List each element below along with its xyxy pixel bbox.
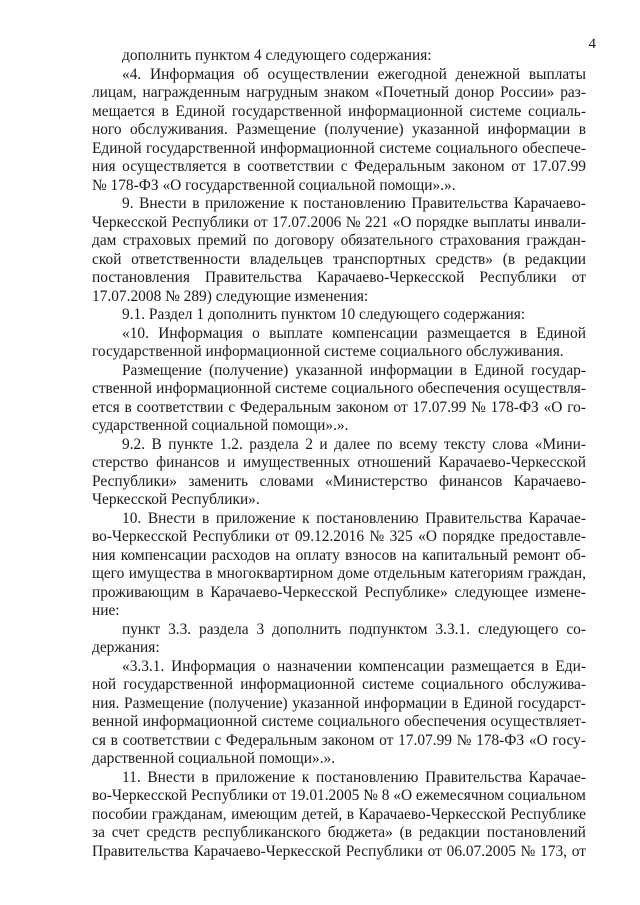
document-body [92,47,586,861]
text-line: во-Черкесской Республики от 19.01.2005 № 8 «О ежемесячном социальном [92,787,586,804]
text-line: мещается в Единой государственной информационной системе социаль- [92,102,586,120]
text-line: ние: [92,602,120,619]
text-line: дополнить пунктом 4 следующего содержания: [122,47,432,64]
text-line: пособии гражданам, имеющим детей, в Карачаево-Черкесской Республике [92,805,586,823]
text-line: 10. Внести в приложение к постановлению Правительства Карачае- [122,509,586,527]
text-line: за счет средств республиканского бюджета» (в редакции постановлений [92,824,586,841]
text-line: венной информационной системе социального обеспечения осуществляет- [92,713,586,730]
text-line: 17.07.2008 № 289) следующие изменения: [92,287,369,305]
text-line: 9.2. В пункте 1.2. раздела 2 и далее по всему тексту слова «Мини- [122,435,586,453]
text-line: ся в соответствии с Федеральным законом от 17.07.99 № 178-ФЗ «О госу- [92,731,586,749]
text-line: постановления Правительства Карачаево-Черкесской Республики от [92,269,586,286]
text-line: проживающим в Карачаево-Черкесской Республике» следующее измене- [92,583,586,601]
text-line: Республики» заменить словами «Министерство финансов Карачаево- [92,472,586,490]
text-line: ния компенсации расходов на оплату взносов на капитальный ремонт об- [92,546,586,564]
text-line: пункт 3.3. раздела 3 дополнить подпунктом 3.3.1. следующего со- [122,620,586,638]
text-line: стерство финансов и имущественных отношений Карачаево-Черкесской [92,454,586,471]
text-line: дам страховых премий по договору обязательного страхования граждан- [92,232,586,249]
text-line: ного обслуживания. Размещение (получение) указанной информации в [92,121,586,138]
text-line: ния. Размещение (получение) указанной информации в Единой государст- [92,694,586,712]
text-line: ется в соответствии с Федеральным законом от 17.07.99 № 178-ФЗ «О го- [92,398,586,416]
text-line: «10. Информация о выплате компенсации размещается в Единой [122,324,586,342]
text-line: Черкесской Республики». [92,491,260,508]
text-line: ственной информационной системе социального обеспечения осуществля- [92,380,586,397]
text-line: «3.3.1. Информация о назначении компенсации размещается в Еди- [122,657,586,675]
text-line: Размещение (получение) указанной информации в Единой государ- [122,361,586,379]
text-line: государственной информационной системе социального обслуживания. [92,343,564,360]
text-line: сударственной социальной помощи».». [92,417,349,434]
page-number: 4 [588,36,596,52]
text-line: ной государственной информационной системе социального обслужива- [92,676,586,693]
text-line: № 178-ФЗ «О государственной социальной помощи».». [92,176,456,194]
text-line: держания: [92,639,160,656]
text-line: 9. Внести в приложение к постановлению Правительства Карачаево- [122,195,586,212]
text-line: во-Черкесской Республики от 09.12.2016 № 325 «О порядке предоставле- [92,528,586,545]
text-line: 11. Внести в приложение к постановлению Правительства Карачае- [122,768,586,786]
text-line: щего имущества в многоквартирном доме отдельным категориям граждан, [92,565,586,582]
text-line: ской ответственности владельцев транспортных средств» (в редакции [92,250,586,268]
text-line: лицам, награжденным нагрудным знаком «Почетный донор России» раз- [92,84,586,101]
text-line: дарственной социальной помощи».». [92,750,336,767]
text-line: Правительства Карачаево-Черкесской Республики от 06.07.2005 № 173, от [92,842,586,860]
text-line: Единой государственной информационной системе социального обеспече- [92,139,586,157]
text-line: ния осуществляется в соответствии с Федеральным законом от 17.07.99 [92,158,586,175]
text-line: 9.1. Раздел 1 дополнить пунктом 10 следующего содержания: [122,306,526,323]
text-line: «4. Информация об осуществлении ежегодной денежной выплаты [122,65,586,83]
text-line: Черкесской Республики от 17.07.2006 № 221 «О порядке выплаты инвали- [92,213,586,231]
